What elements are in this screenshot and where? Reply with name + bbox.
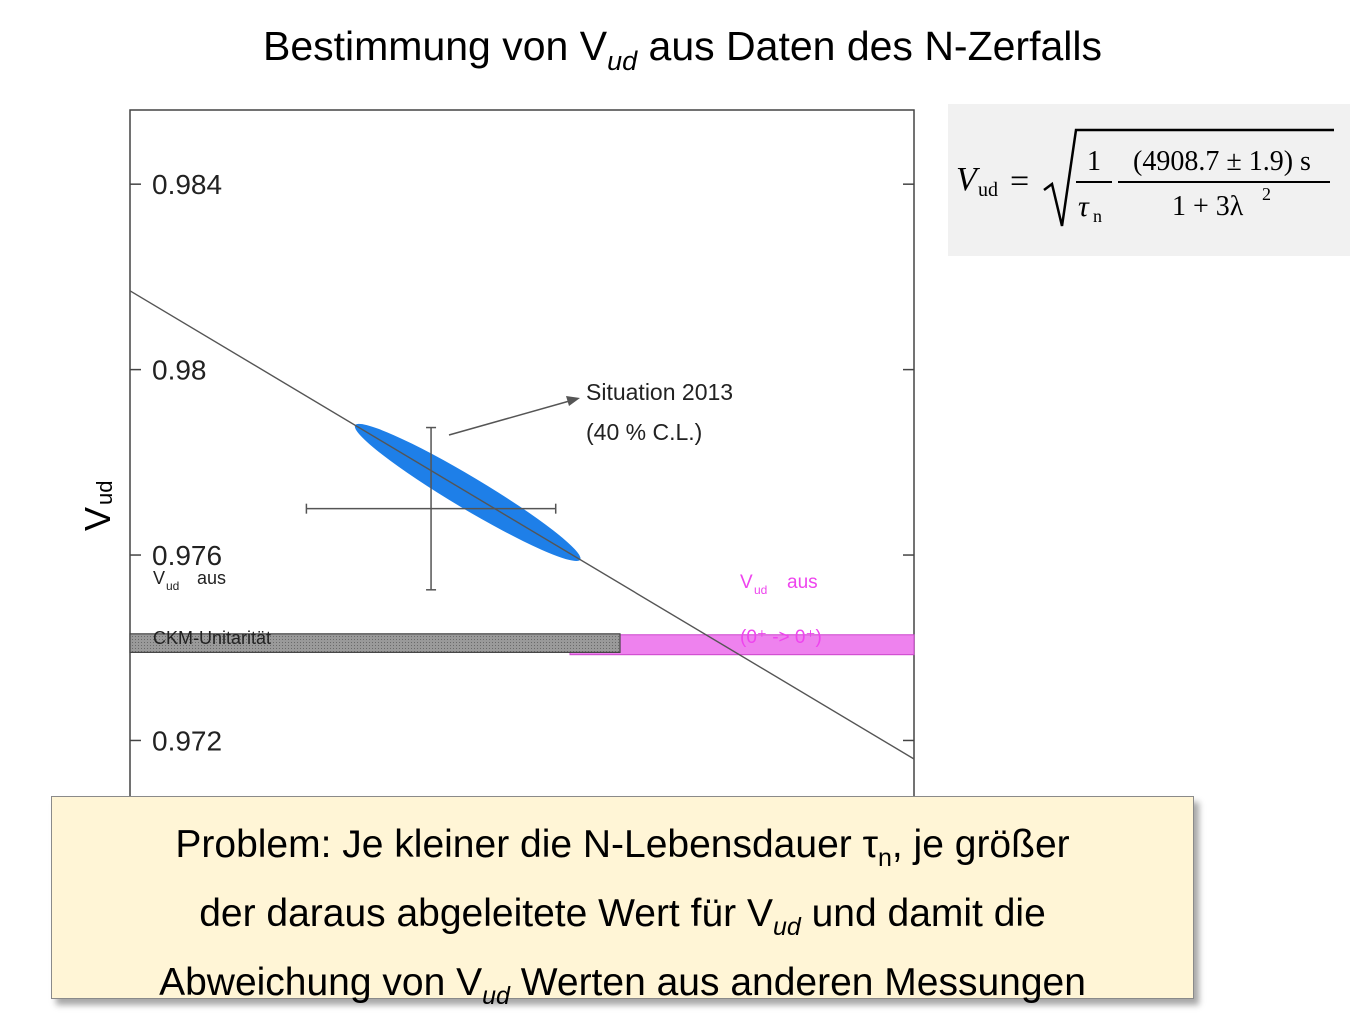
title-subscript: ud: [607, 46, 638, 76]
formula-numerator: (4908.7 ± 1.9) s: [1133, 146, 1311, 177]
problem-line-1: [56, 817, 1189, 886]
y-axis-label-sub: ud: [92, 480, 117, 505]
annotation-line1: Situation 2013: [586, 379, 734, 405]
ckm-label-aus: aus: [197, 568, 227, 588]
problem-line2-before: der daraus abgeleitete Wert für V: [199, 892, 773, 935]
y-axis-label: [77, 481, 118, 531]
formula-lhs-sub: ud: [978, 179, 998, 201]
problem-line3-sub: ud: [482, 982, 510, 1010]
formula-denominator-exp: 2: [1262, 184, 1271, 204]
formula-equals: =: [1010, 163, 1030, 200]
y-tick-label: 0.98: [152, 354, 207, 386]
y-tick-label: 0.976: [152, 540, 223, 572]
title-text-after: aus Daten des N-Zerfalls: [637, 23, 1102, 69]
formula-tau-sub: n: [1093, 206, 1102, 226]
title-text-before: Bestimmung von V: [262, 23, 608, 69]
pink-label-v: V: [740, 572, 753, 593]
problem-line2-sub: ud: [772, 913, 801, 941]
pink-label-sub: ud: [754, 583, 768, 597]
problem-line1-sub: n: [877, 844, 892, 872]
pink-label-below: (0⁺ -> 0⁺): [740, 627, 822, 648]
problem-line3-after: Werten aus anderen Messungen: [509, 961, 1086, 1004]
problem-line-3: [56, 955, 1189, 1024]
problem-line1-before: Problem: Je kleiner die N-Lebensdauer τ: [175, 823, 878, 866]
problem-line2-after: und damit die: [800, 892, 1046, 935]
y-tick-label: 0.984: [152, 169, 223, 201]
annotation-line2: (40 % C.L.): [586, 419, 703, 445]
problem-line1-after: , je größer: [891, 823, 1070, 866]
formula-denominator: 1 + 3λ: [1172, 191, 1244, 222]
formula-one: 1: [1087, 146, 1101, 177]
pink-label-aus: aus: [787, 572, 818, 593]
ckm-label-v: V: [153, 568, 166, 588]
problem-line3-before: Abweichung von V: [159, 961, 483, 1004]
formula-lhs: V: [956, 161, 977, 198]
problem-box: [51, 796, 1194, 1010]
ckm-label-below: CKM-Unitarität: [153, 628, 272, 648]
plot-frame: [130, 110, 914, 810]
y-axis-label-text: V: [77, 506, 118, 531]
problem-line-2: [56, 886, 1189, 955]
y-tick-label: 0.972: [152, 725, 223, 757]
ckm-label-sub: ud: [166, 579, 180, 593]
formula-tau: τ: [1078, 190, 1089, 223]
